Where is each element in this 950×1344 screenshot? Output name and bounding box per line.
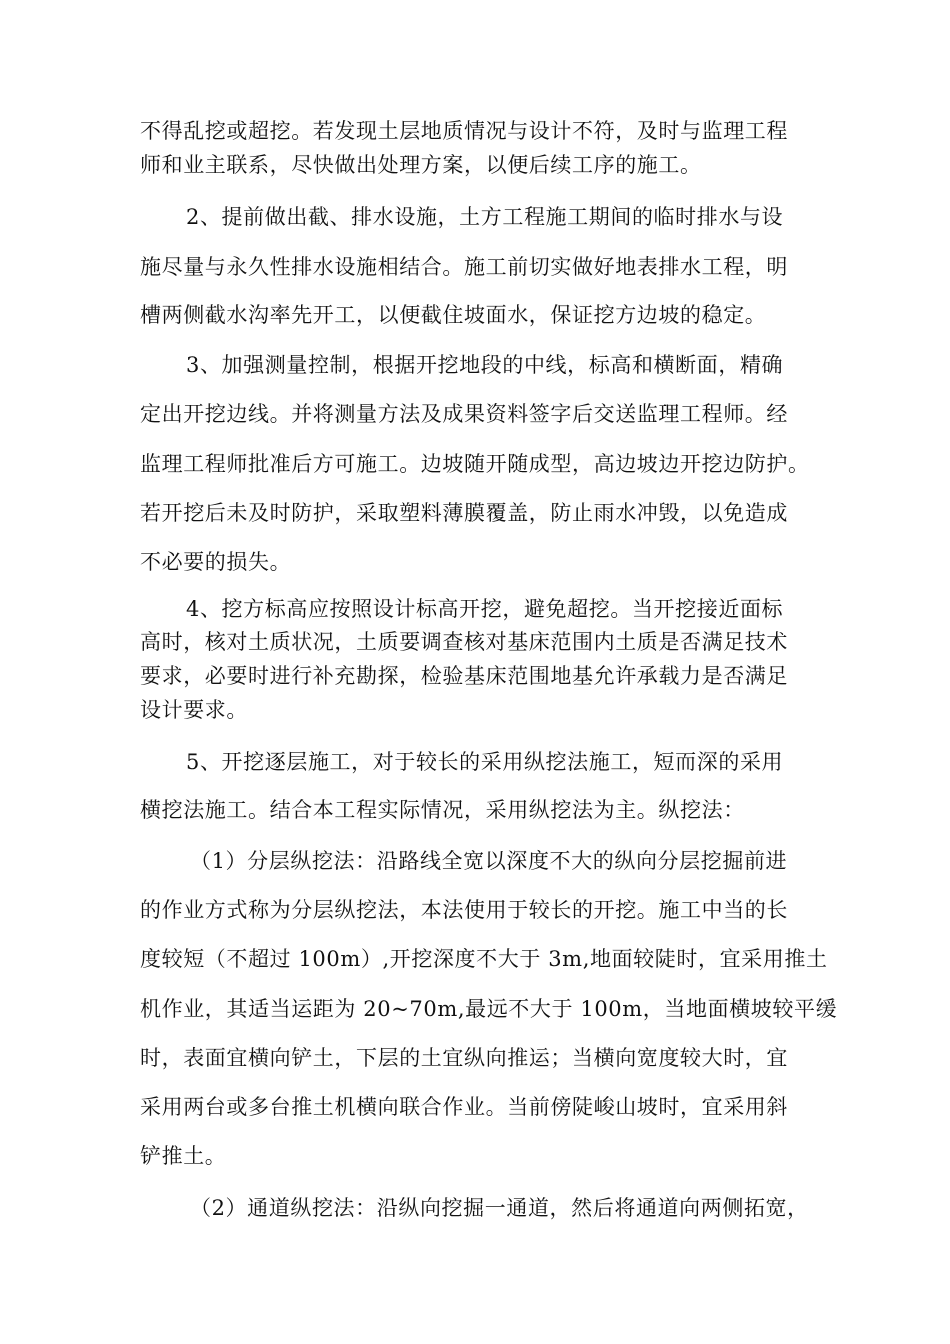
text-line: 铲推土。 <box>140 1144 227 1168</box>
paragraph-4-start: 4、挖方标高应按照设计标高开挖，避免超挖。当开挖接近面标 <box>186 597 784 621</box>
text-line: 横挖法施工。结合本工程实际情况，采用纵挖法为主。纵挖法： <box>140 798 745 822</box>
paragraph-3-start: 3、加强测量控制，根据开挖地段的中线，标高和横断面，精确 <box>186 353 784 377</box>
paragraph-2-start: 2、提前做出截、排水设施，土方工程施工期间的临时排水与设 <box>186 205 784 229</box>
text-line: 要求，必要时进行补充勘探，检验基床范围地基允许承载力是否满足 <box>140 664 788 688</box>
text-line: 机作业，其适当运距为 20~70m,最远不大于 100m，当地面横坡较平缓 <box>140 997 838 1021</box>
text-line: 不得乱挖或超挖。若发现土层地质情况与设计不符，及时与监理工程 <box>140 119 788 143</box>
subparagraph-1-start: （1）分层纵挖法：沿路线全宽以深度不大的纵向分层挖掘前进 <box>190 849 788 873</box>
text-line: 设计要求。 <box>140 698 248 722</box>
text-line: 若开挖后未及时防护，采取塑料薄膜覆盖，防止雨水冲毁，以免造成 <box>140 501 788 525</box>
text-line: 时，表面宜横向铲土，下层的土宜纵向推运；当横向宽度较大时，宜 <box>140 1046 788 1070</box>
text-line: 的作业方式称为分层纵挖法，本法使用于较长的开挖。施工中当的长 <box>140 898 788 922</box>
subparagraph-2-start: （2）通道纵挖法：沿纵向挖掘一通道，然后将通道向两侧拓宽， <box>190 1196 809 1220</box>
text-line: 度较短（不超过 100m）,开挖深度不大于 3m,地面较陡时，宜采用推土 <box>140 947 828 971</box>
text-line: 师和业主联系，尽快做出处理方案，以便后续工序的施工。 <box>140 153 702 177</box>
text-line: 监理工程师批准后方可施工。边坡随开随成型，高边坡边开挖边防护。 <box>140 452 810 476</box>
text-line: 定出开挖边线。并将测量方法及成果资料签字后交送监理工程师。经 <box>140 402 788 426</box>
text-line: 施尽量与永久性排水设施相结合。施工前切实做好地表排水工程，明 <box>140 255 788 279</box>
text-line: 采用两台或多台推土机横向联合作业。当前傍陡峻山坡时，宜采用斜 <box>140 1095 788 1119</box>
paragraph-5-start: 5、开挖逐层施工，对于较长的采用纵挖法施工，短而深的采用 <box>186 750 784 774</box>
text-line: 槽两侧截水沟率先开工，以便截住坡面水，保证挖方边坡的稳定。 <box>140 303 767 327</box>
text-line: 不必要的损失。 <box>140 550 292 574</box>
text-line: 高时，核对土质状况，土质要调查核对基床范围内土质是否满足技术 <box>140 630 788 654</box>
